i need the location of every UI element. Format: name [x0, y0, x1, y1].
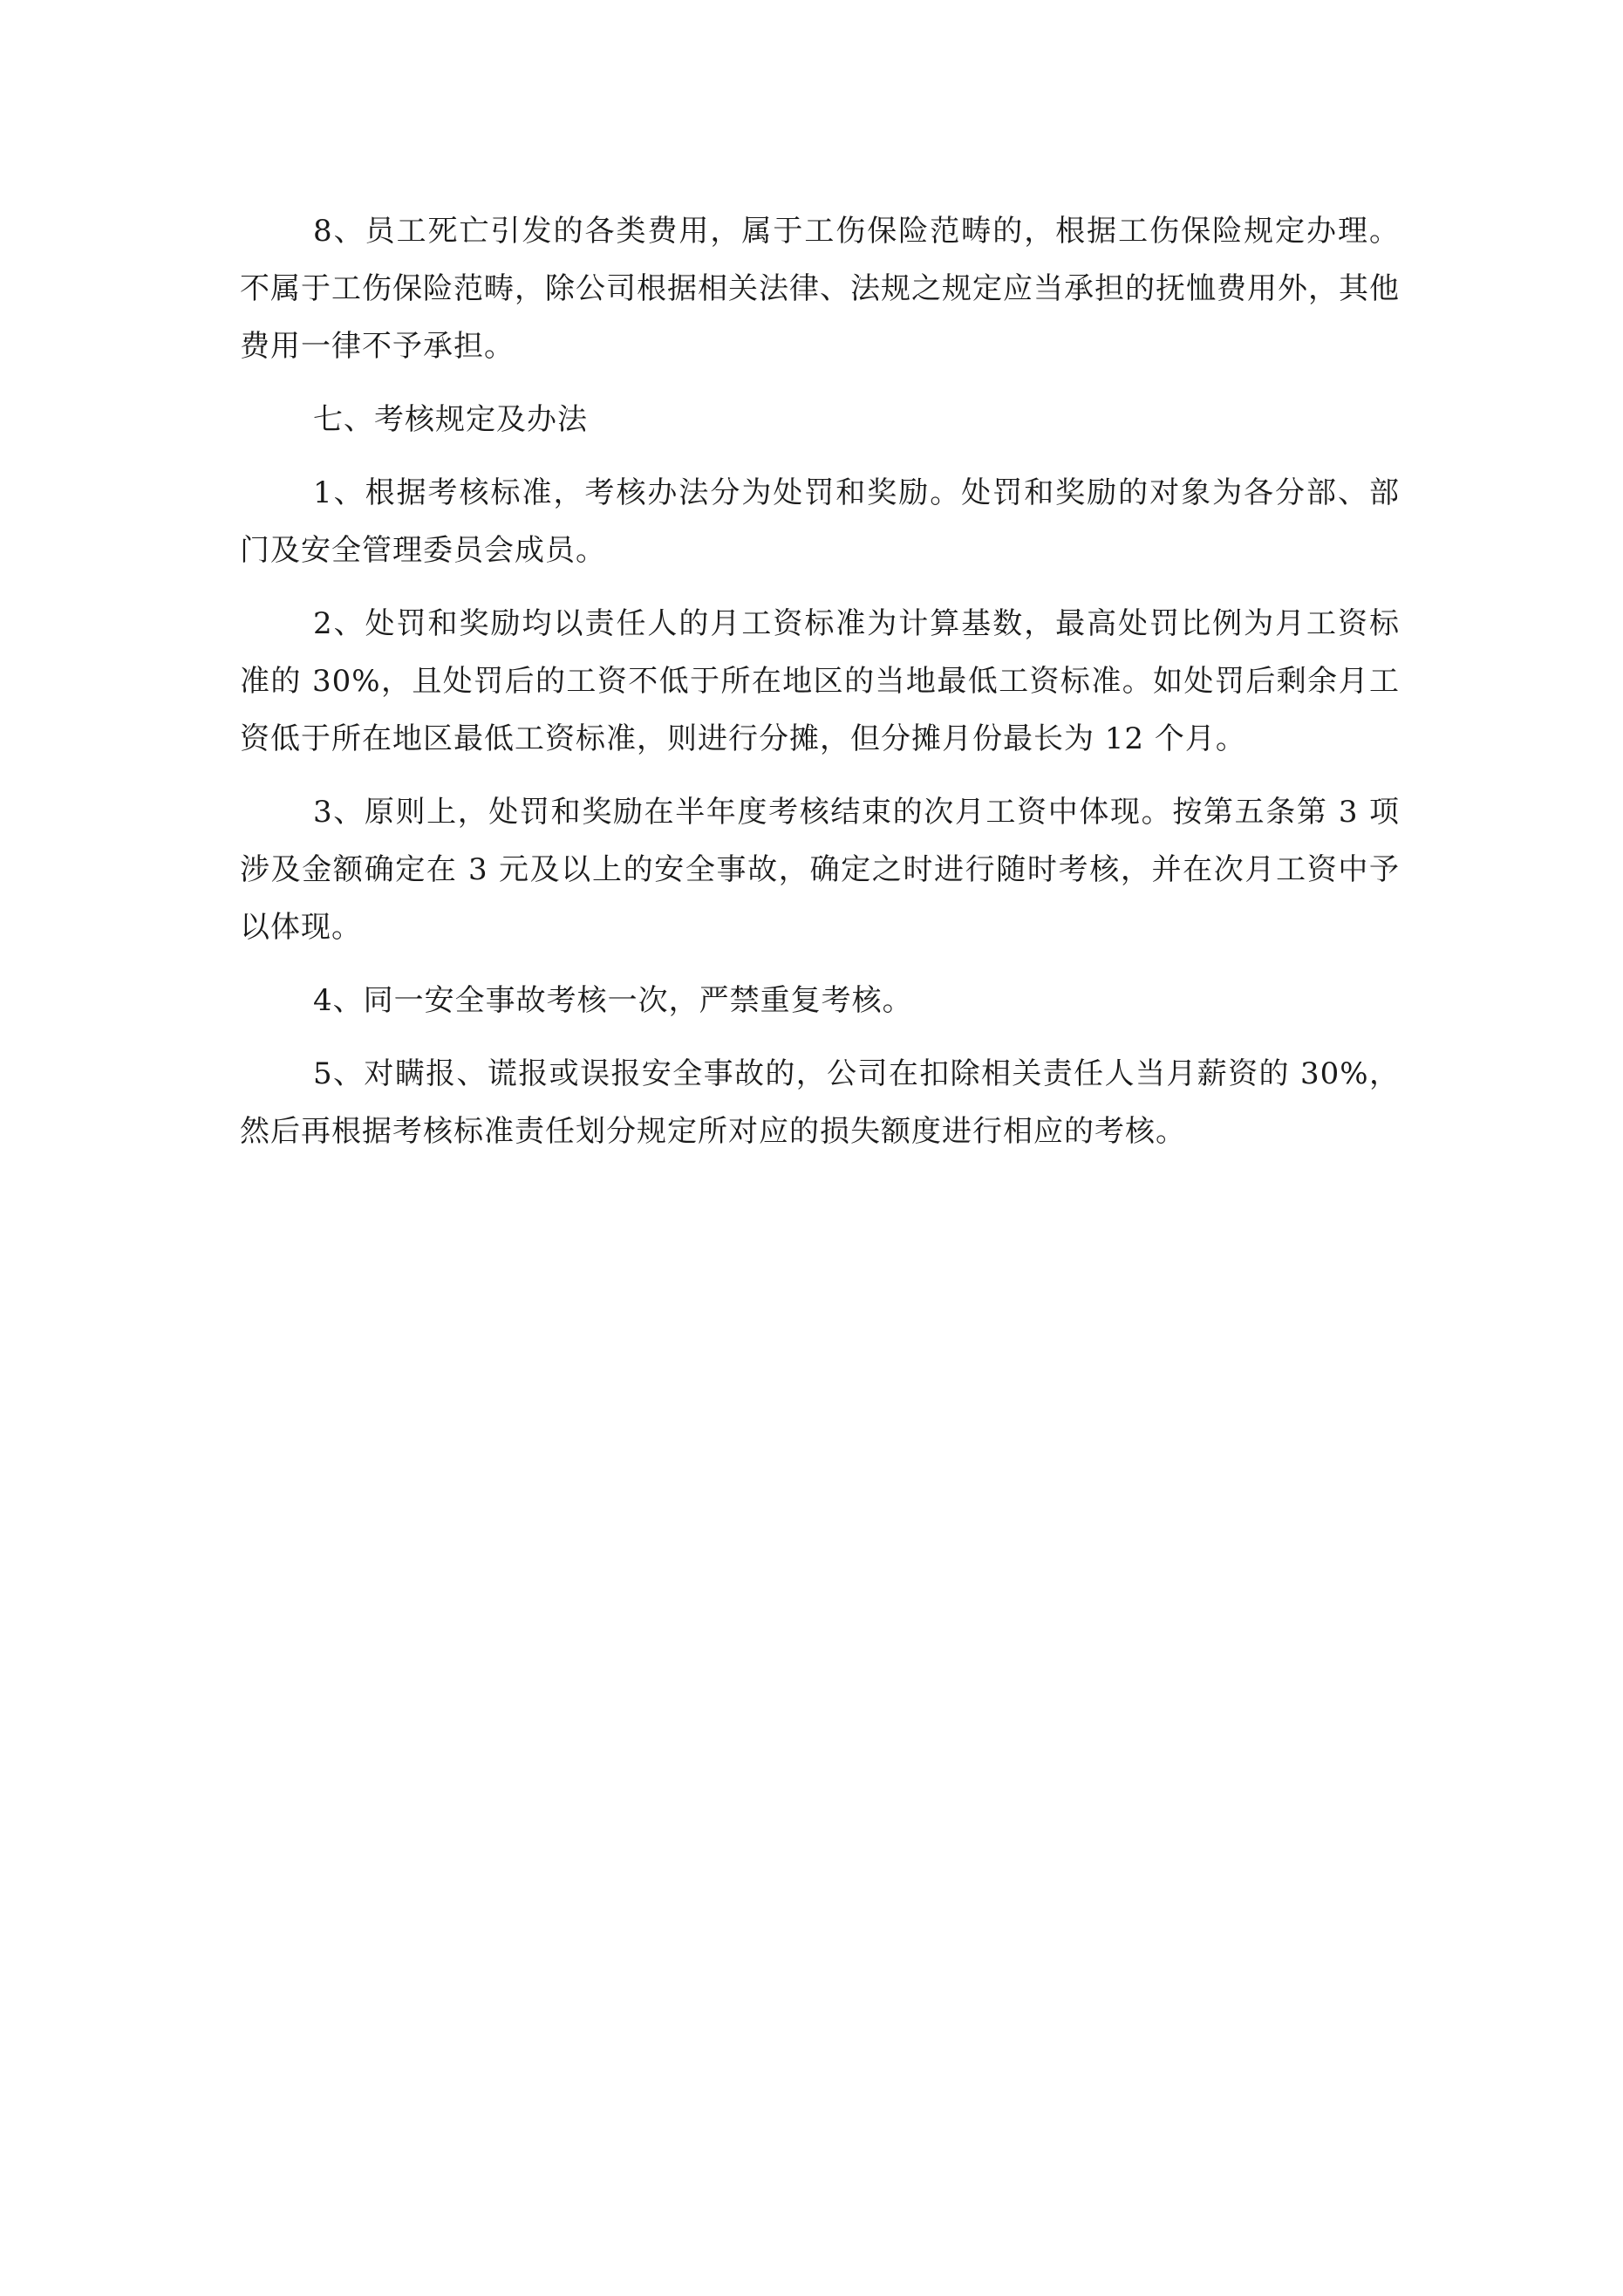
document-body: [240, 202, 1400, 1176]
paragraph-rule-3: 3、原则上，处罚和奖励在半年度考核结束的次月工资中体现。按第五条第 3 项涉及金额确定在 3 元及以上的安全事故，确定之时进行随时考核，并在次月工资中予以体现。: [240, 795, 1400, 945]
paragraph-rule-4: 4、同一安全事故考核一次，严禁重复考核。: [313, 983, 913, 1018]
paragraph-rule-5: 5、对瞒报、谎报或误报安全事故的，公司在扣除相关责任人当月薪资的 30%，然后再根据考核标准责任划分规定所对应的损失额度进行相应的考核。: [240, 1056, 1400, 1149]
section-heading-7: 七、考核规定及办法: [313, 402, 588, 437]
paragraph-rule-2: 2、处罚和奖励均以责任人的月工资标准为计算基数，最高处罚比例为月工资标准的 30%，且处罚后的工资不低于所在地区的当地最低工资标准。如处罚后剩余月工资低于所在地区最低工资标准，则进行分摊，但分摊月份最长为 12 个月。: [240, 606, 1400, 756]
paragraph-item-8: 8、员工死亡引发的各类费用，属于工伤保险范畴的，根据工伤保险规定办理。不属于工伤保险范畴，除公司根据相关法律、法规之规定应当承担的抚恤费用外，其他费用一律不予承担。: [240, 214, 1400, 364]
paragraph-rule-1: 1、根据考核标准，考核办法分为处罚和奖励。处罚和奖励的对象为各分部、部门及安全管理委员会成员。: [240, 475, 1400, 568]
